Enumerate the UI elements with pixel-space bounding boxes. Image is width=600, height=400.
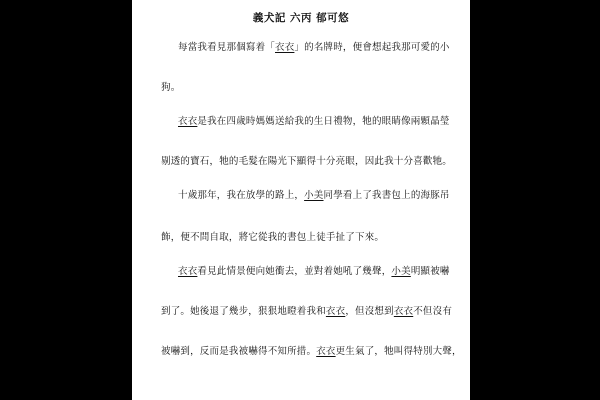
girl-name: 小美 xyxy=(304,190,324,201)
paragraph-3-line-1: 十歲那年，我在放學的路上，小美同學看上了我書包上的海豚吊 xyxy=(178,190,450,201)
dog-name: 衣衣 xyxy=(325,306,346,317)
paragraph-4-line-1: 衣衣看見此情景便向她衝去，並對着她吼了幾聲，小美明顯被嚇 xyxy=(178,266,450,277)
paragraph-2-line-1: 衣衣是我在四歲時媽媽送給我的生日禮物，牠的眼睛像兩顆晶瑩 xyxy=(178,116,450,127)
paragraph-2-line-2: 剔透的寶石，牠的毛髮在陽光下顯得十分亮眼，因此我十分喜歡牠。 xyxy=(161,156,453,167)
girl-name: 小美 xyxy=(391,266,411,277)
dog-name: 衣衣 xyxy=(393,306,414,317)
paragraph-1-line-2: 狗。 xyxy=(161,82,181,93)
paragraph-3-line-2: 飾，便不問自取，將它從我的書包上徒手扯了下來。 xyxy=(161,232,385,243)
document-title: 義犬記 六丙 郁可悠 xyxy=(252,12,350,24)
paragraph-4-line-2: 到了。她後退了幾步，狠狠地瞪着我和衣衣，但沒想到衣衣不但沒有 xyxy=(161,306,453,317)
document-page xyxy=(132,0,470,400)
dog-name: 衣衣 xyxy=(316,346,336,357)
dog-name: 衣衣 xyxy=(178,266,198,277)
paragraph-1-line-1: 每當我看見那個寫着「衣衣」的名牌時，便會想起我那可愛的小 xyxy=(178,42,450,53)
dog-name: 衣衣 xyxy=(275,42,295,53)
dog-name: 衣衣 xyxy=(178,116,198,127)
paragraph-4-line-3: 被嚇到，反而是我被嚇得不知所措。衣衣更生氣了，牠叫得特別大聲， xyxy=(161,346,462,357)
